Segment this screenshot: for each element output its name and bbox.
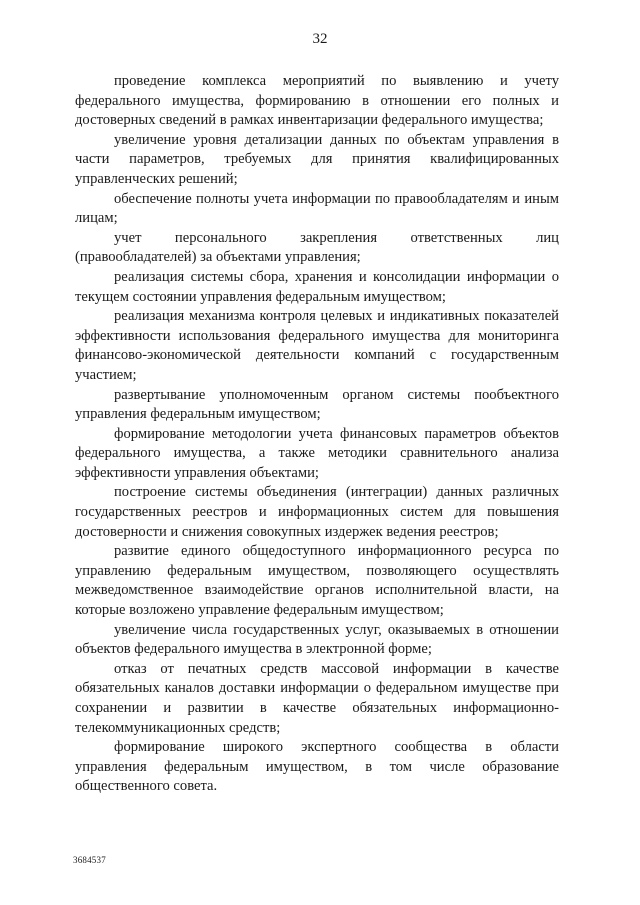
page-number: 32	[312, 31, 328, 47]
list-item: отказ от печатных средств массовой информации в качестве обязательных каналов доставки информации о федеральном имуществе при сохранении и развитии в качестве обязательных информационно-телекоммуникационных средств;	[75, 660, 559, 736]
list-item: реализация системы сбора, хранения и консолидации информации о текущем состоянии управления федеральным имуществом;	[75, 268, 559, 305]
list-item: увеличение уровня детализации данных по объектам управления в части параметров, требуемых для принятия квалифицированных управленческих решений;	[75, 131, 559, 187]
list-item: развитие единого общедоступного информационного ресурса по управлению федеральным имуществом, позволяющего осуществлять межведомственное взаимодействие органов исполнительной власти, на которые возложено управление федеральным имуществом;	[75, 543, 559, 619]
list-item: обеспечение полноты учета информации по правообладателям и иным лицам;	[75, 190, 559, 227]
list-item: увеличение числа государственных услуг, оказываемых в отношении объектов федерального имущества в электронной форме;	[75, 621, 559, 658]
list-item: развертывание уполномоченным органом системы пообъектного управления федеральным имуществом;	[75, 386, 559, 423]
list-item: формирование методологии учета финансовых параметров объектов федерального имущества, а также методики сравнительного анализа эффективности управления объектами;	[75, 425, 559, 481]
list-item: формирование широкого экспертного сообщества в области управления федеральным имуществом, в том числе образование общественного совета.	[75, 739, 559, 795]
list-item: учет персонального закрепления ответственных лиц (правообладателей) за объектами управления;	[75, 229, 559, 266]
list-item: проведение комплекса мероприятий по выявлению и учету федерального имущества, формированию в отношении его полных и достоверных сведений в рамках инвентаризации федерального имущества;	[75, 73, 559, 129]
document-id: 3684537	[73, 855, 106, 865]
list-item: реализация механизма контроля целевых и индикативных показателей эффективности использования федерального имущества для мониторинга финансово-экономической деятельности компаний с государственным участием;	[75, 308, 559, 383]
document-body	[75, 72, 559, 797]
list-item: построение системы объединения (интеграции) данных различных государственных реестров и информационных систем для повышения достоверности и снижения совокупных издержек ведения реестров;	[75, 484, 559, 540]
